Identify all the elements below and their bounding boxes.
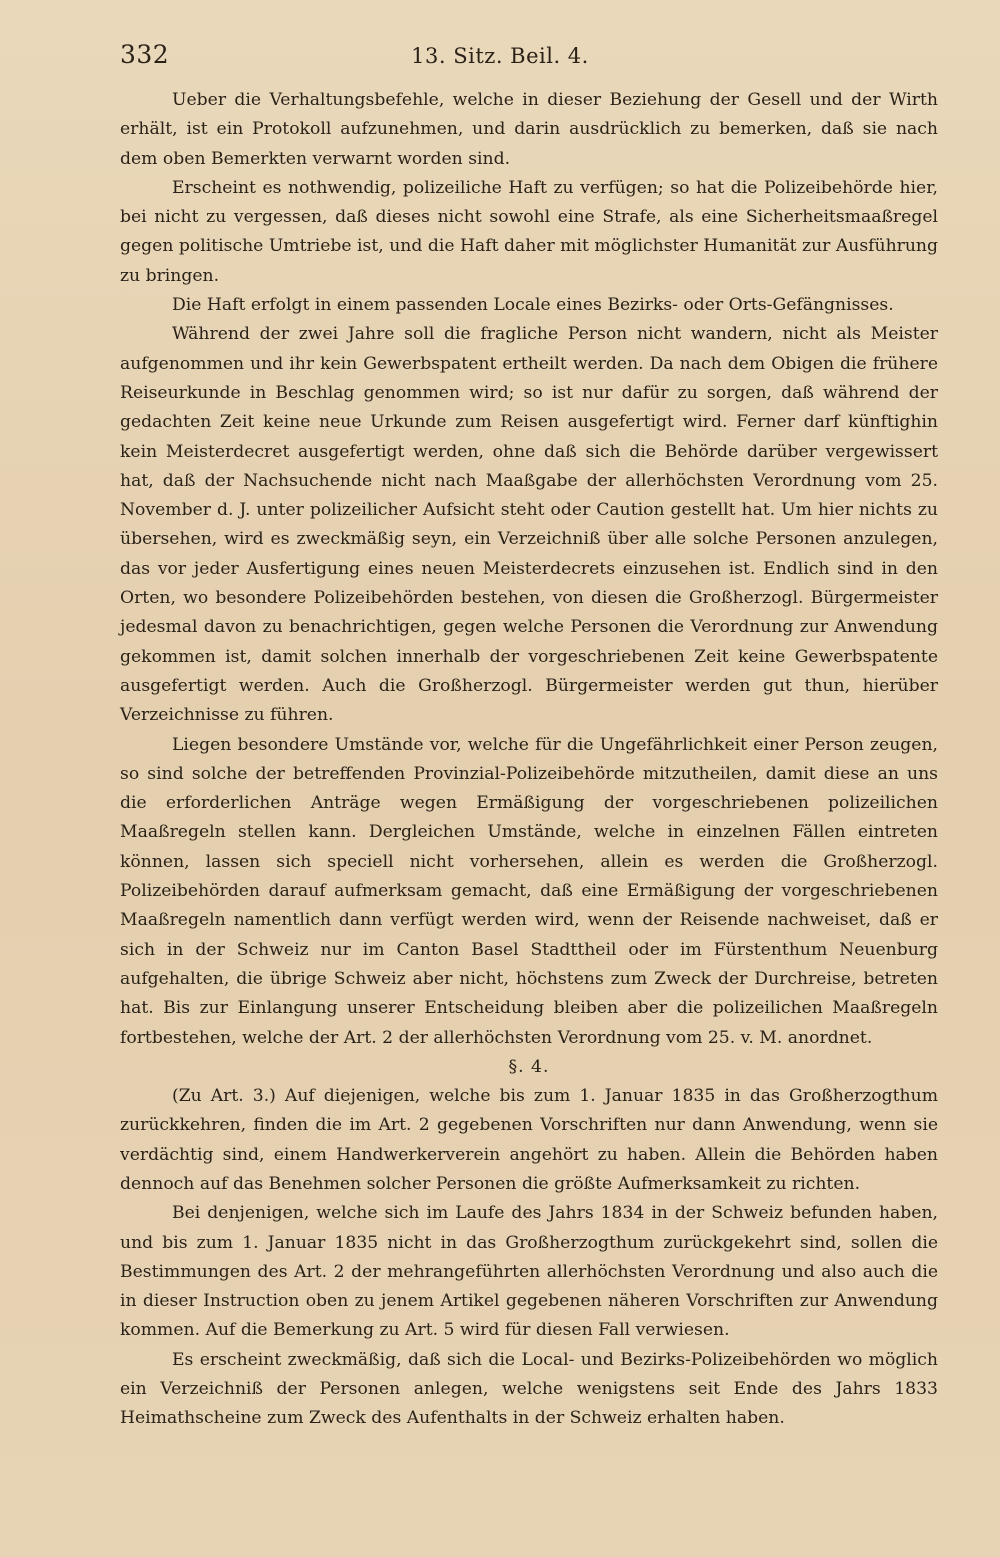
paragraph: Ueber die Verhaltungsbefehle, welche in dieser Beziehung der Gesell und der Wirth erhält, ist ein Protokoll aufzunehmen, und darin ausdrücklich zu bemerken, daß sie nach dem oben Bemerkten verwarnt worden sind. xyxy=(120,90,938,169)
running-head: 13. Sitz. Beil. 4. xyxy=(411,44,589,68)
paragraph: Die Haft erfolgt in einem passenden Locale eines Bezirks- oder Orts-Gefängnisses. xyxy=(172,295,894,316)
paragraph: Liegen besondere Umstände vor, welche für die Ungefährlichkeit einer Person zeugen, so sind solche der betreffenden Provinzial-Polizeibehörde mitzutheilen, damit diese an uns die erforderlichen Anträge wegen Ermäßigung der vorgeschriebenen polizeilichen Maaßregeln stellen kann. Dergleichen Umstände, welche in einzelnen Fällen eintreten können, lassen sich speciell nicht vorhersehen, allein es werden die Großherzogl. Polizeibehörden darauf aufmerksam gemacht, daß eine Ermäßigung der vorgeschriebenen Maaßregeln namentlich dann verfügt werden wird, wenn der Reisende nachweiset, daß er sich in der Schweiz nur im Canton Basel Stadttheil oder im Fürstenthum Neuenburg aufgehalten, die übrige Schweiz aber nicht, höchstens zum Zweck der Durchreise, betreten hat. Bis zur Einlangung unserer Entscheidung bleiben aber die polizeilichen Maaßregeln fortbestehen, welche der Art. 2 der allerhöchsten Verordnung vom 25. v. M. anordnet. xyxy=(120,734,938,1048)
page-header xyxy=(120,40,940,76)
paragraph: Erscheint es nothwendig, polizeiliche Haft zu verfügen; so hat die Polizeibehörde hier, bei nicht zu vergessen, daß dieses nicht sowohl eine Strafe, als eine Sicherheitsmaaßregel gegen politische Umtriebe ist, und die Haft daher mit möglichster Humanität zur Ausführung zu bringen. xyxy=(120,177,938,286)
page-number: 332 xyxy=(120,40,170,69)
paragraph: Bei denjenigen, welche sich im Laufe des Jahrs 1834 in der Schweiz befunden haben, und bis zum 1. Januar 1835 nicht in das Großherzogthum zurückgekehrt sind, sollen die Bestimmungen des Art. 2 der mehrangeführten allerhöchsten Verordnung und also auch die in dieser Instruction oben zu jenem Artikel gegebenen näheren Vorschriften zur Anwendung kommen. Auf die Bemerkung zu Art. 5 wird für diesen Fall verwiesen. xyxy=(120,1203,938,1341)
body-text xyxy=(120,86,938,1434)
paragraph: Es erscheint zweckmäßig, daß sich die Local- und Bezirks-Polizeibehörden wo möglich ein Verzeichniß der Personen anlegen, welche wenigstens seit Ende des Jahrs 1833 Heimathscheine zum Zweck des Aufenthalts in der Schweiz erhalten haben. xyxy=(120,1349,938,1429)
paragraph: (Zu Art. 3.) Auf diejenigen, welche bis zum 1. Januar 1835 in das Großherzogthum zurückkehren, finden die im Art. 2 gegebenen Vorschriften nur dann Anwendung, wenn sie verdächtig sind, einem Handwerkerverein angehört zu haben. Allein die Behörden haben dennoch auf das Benehmen solcher Personen die größte Aufmerksamkeit zu richten. xyxy=(120,1086,938,1194)
section-heading: §. 4. xyxy=(508,1056,550,1077)
paragraph: Während der zwei Jahre soll die fragliche Person nicht wandern, nicht als Meister aufgenommen und ihr kein Gewerbspatent ertheilt werden. Da nach dem Obigen die frühere Reiseurkunde in Beschlag genommen wird; so ist nur dafür zu sorgen, daß während der gedachten Zeit keine neue Urkunde zum Reisen ausgefertigt wird. Ferner darf künftighin kein Meisterdecret ausgefertigt werden, ohne daß sich die Behörde darüber vergewissert hat, daß der Nachsuchende nicht nach Maaßgabe der allerhöchsten Verordnung vom 25. November d. J. unter polizeilicher Aufsicht steht oder Caution gestellt hat. Um hier nichts zu übersehen, wird es zweckmäßig seyn, ein Verzeichniß über alle solche Personen anzulegen, das vor jeder Ausfertigung eines neuen Meisterdecrets einzusehen ist. Endlich sind in den Orten, wo besondere Polizeibehörden bestehen, von diesen die Großherzogl. Bürgermeister jedesmal davon zu benachrichtigen, gegen welche Personen die Verordnung zur Anwendung gekommen ist, damit solchen innerhalb der vorgeschriebenen Zeit keine Gewerbspatente ausgefertigt werden. Auch die Großherzogl. Bürgermeister werden gut thun, hierüber Verzeichnisse zu führen. xyxy=(120,324,938,726)
